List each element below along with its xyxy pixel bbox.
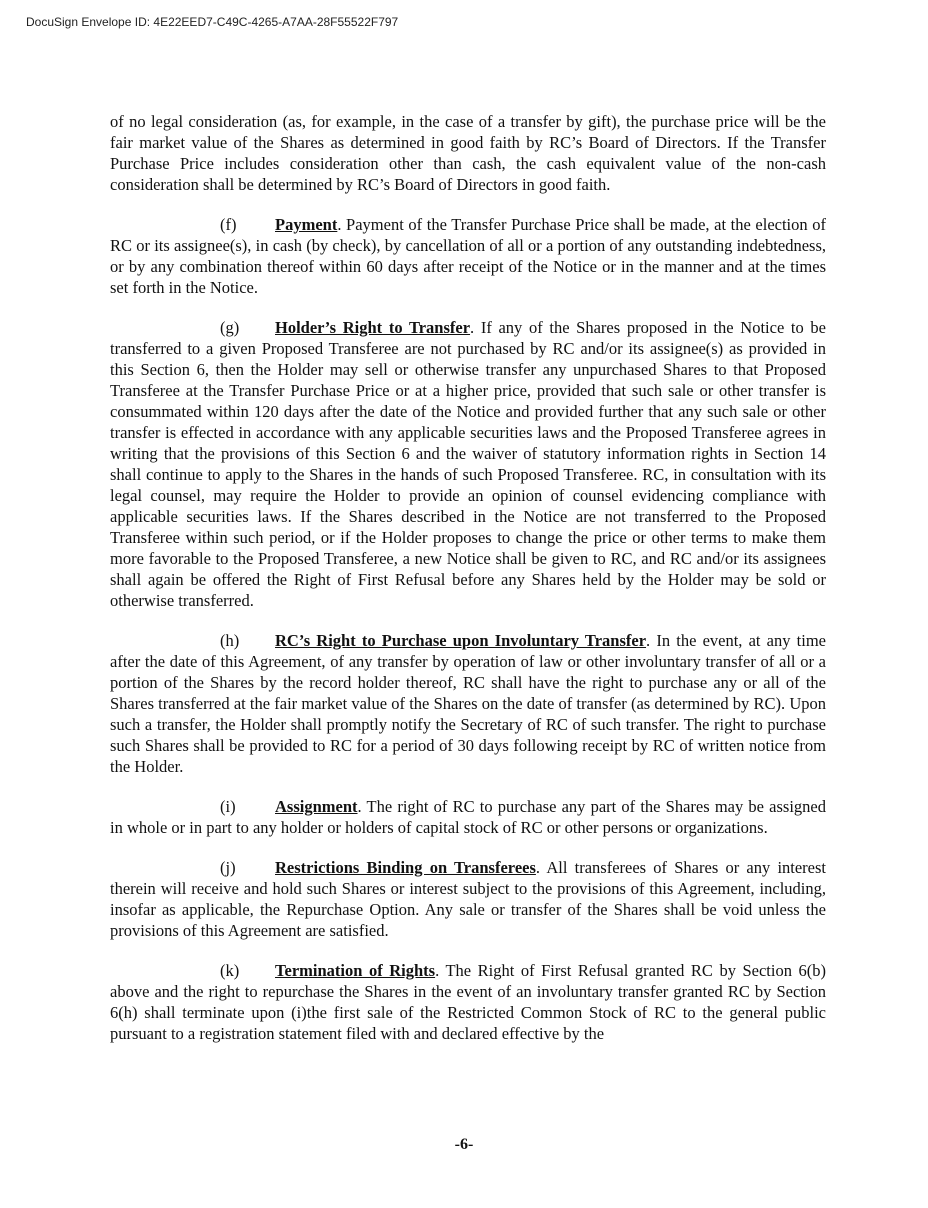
section-g-heading: Holder’s Right to Transfer: [275, 318, 471, 337]
section-i: [110, 796, 826, 838]
section-h-text: . In the event, at any time after the date of this Agreement, of any transfer by operation of law or other involuntary transfer of all or a portion of the Shares by the record holder thereof, RC shall have the right to purchase any or all of the Shares transferred at the fair market value of the Shares on the date of transfer (as determined by RC). Upon such a transfer, the Holder shall promptly notify the Secretary of RC of such transfer. The right to purchase such Shares shall be provided to RC for a period of 30 days following receipt by RC of written notice from the Holder.: [110, 631, 826, 776]
section-j-label: (j): [220, 858, 236, 877]
section-f-label: (f): [220, 215, 237, 234]
section-h: [110, 630, 826, 777]
section-k-heading: Termination of Rights: [275, 961, 436, 980]
section-h-heading: RC’s Right to Purchase upon Involuntary Transfer: [275, 631, 647, 650]
section-k-text: . The Right of First Refusal granted RC by Section 6(b) above and the right to repurchase the Shares in the event of an involuntary transfer granted RC by Section 6(h) shall terminate upon (i)the first sale of the Restricted Common Stock of RC to the general public pursuant to a registration statement filed with and declared effective by the: [110, 961, 826, 1043]
section-j: [110, 857, 826, 941]
document-body: [110, 111, 826, 1063]
section-j-text: . All transferees of Shares or any interest therein will receive and hold such Shares or interest subject to the provisions of this Agreement, including, insofar as applicable, the Repurchase Option. Any sale or transfer of the Shares shall be void unless the provisions of this Agreement are satisfied.: [110, 858, 827, 940]
section-f-text: . Payment of the Transfer Purchase Price shall be made, at the election of RC or its assignee(s), in cash (by check), by cancellation of all or a portion of any outstanding indebtedness, or by any combination thereof within 60 days after receipt of the Notice or in the manner and at the times set forth in the Notice.: [110, 215, 826, 297]
section-g-text: . If any of the Shares proposed in the Notice to be transferred to a given Proposed Transferee are not purchased by RC and/or its assignee(s) as provided in this Section 6, then the Holder may sell or otherwise transfer any unpurchased Shares to that Proposed Transferee at the Transfer Purchase Price or at a higher price, provided that such sale or other transfer is consummated within 120 days after the date of the Notice and provided further that any such sale or other transfer is effected in accordance with any applicable securities laws and the Proposed Transferee agrees in writing that the provisions of this Section 6 and the waiver of statutory information rights in Section 14 shall continue to apply to the Shares in the hands of such Proposed Transferee. RC, in consultation with its legal counsel, may require the Holder to provide an opinion of counsel evidencing compliance with applicable securities laws. If the Shares described in the Notice are not transferred to the Proposed Transferee within such period, or if the Holder proposes to change the price or other terms to make them more favorable to the Proposed Transferee, a new Notice shall be given to RC, and RC and/or its assignees shall again be offered the Right of First Refusal before any Shares held by the Holder may be sold or otherwise transferred.: [110, 318, 827, 610]
section-k-label: (k): [220, 961, 240, 980]
section-i-label: (i): [220, 797, 236, 816]
envelope-id: DocuSign Envelope ID: 4E22EED7-C49C-4265-A7AA-28F55522F797: [26, 15, 399, 29]
section-f-heading: Payment: [275, 215, 338, 234]
section-f: [110, 214, 826, 298]
section-g-label: (g): [220, 318, 240, 337]
section-k: [110, 960, 826, 1044]
section-h-label: (h): [220, 631, 240, 650]
section-g: [110, 317, 826, 611]
section-j-heading: Restrictions Binding on Transferees: [275, 858, 536, 877]
section-i-text: . The right of RC to purchase any part of the Shares may be assigned in whole or in part to any holder or holders of capital stock of RC or other persons or organizations.: [110, 797, 826, 837]
section-i-heading: Assignment: [275, 797, 358, 816]
page-number: -6-: [454, 1136, 474, 1153]
intro-paragraph: of no legal consideration (as, for example, in the case of a transfer by gift), the purchase price will be the fair market value of the Shares as determined in good faith by RC’s Board of Directors. If the Transfer Purchase Price includes consideration other than cash, the cash equivalent value of the non-cash consideration shall be determined by RC’s Board of Directors in good faith.: [110, 112, 826, 194]
